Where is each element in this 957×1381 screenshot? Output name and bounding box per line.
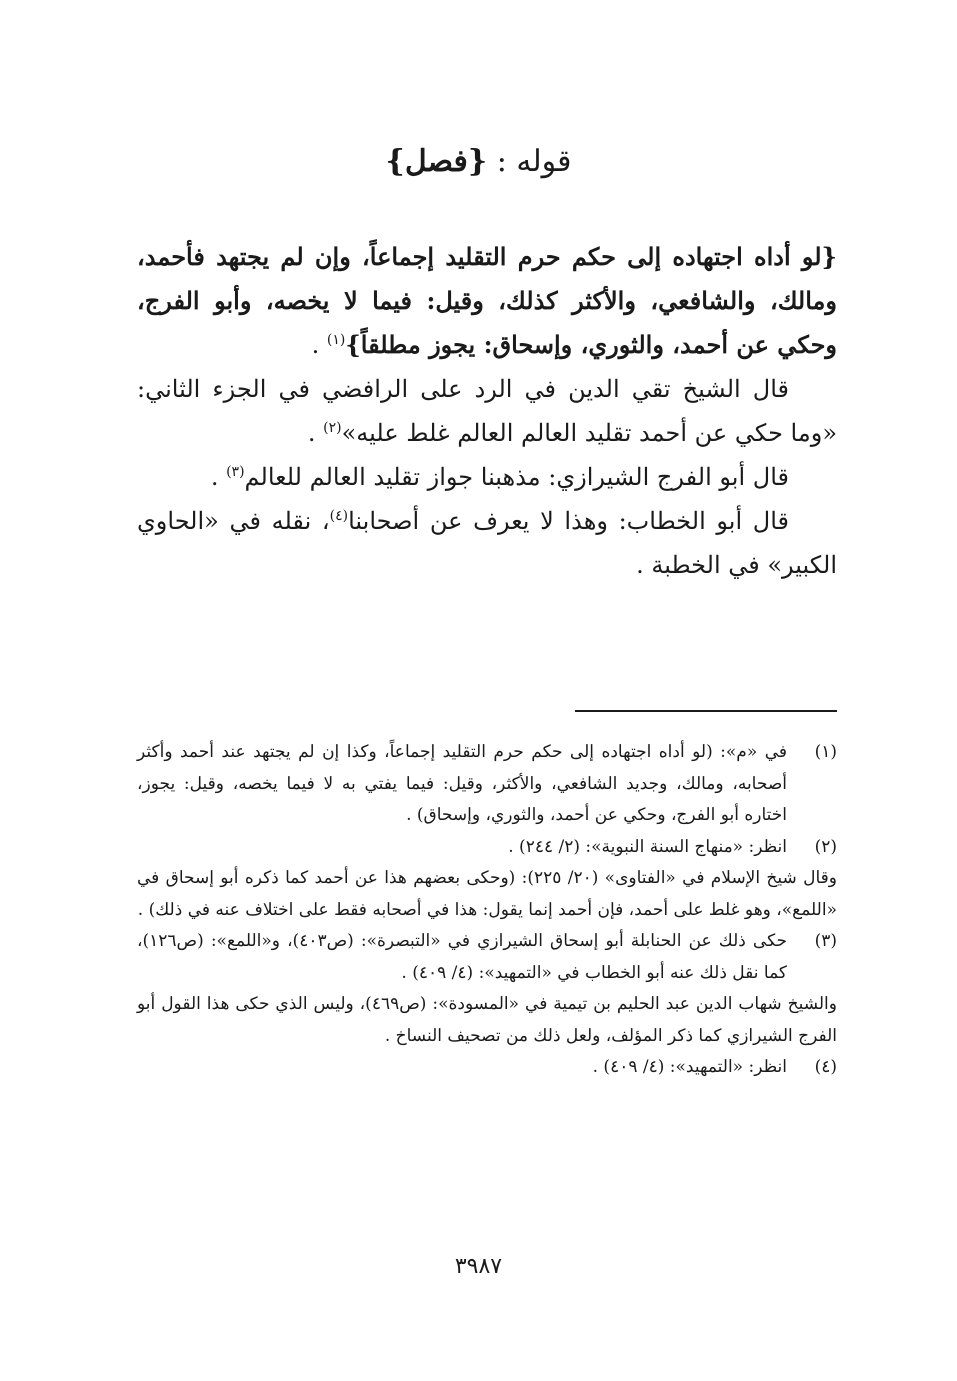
paragraph-3 [137, 455, 837, 499]
footnote-2-continuation: وقال شيخ الإسلام في «الفتاوى» (٢٠/ ٢٢٥): (وحكى بعضهم هذا عن أحمد كما ذكره أبو إسحاق في «اللمع»، وهو غلط على أحمد، فإن أحمد إنما يقول: هذا في أصحابه فقط على اختلاف عنه في ذلك) . [137, 868, 837, 920]
paragraph-1 [137, 235, 837, 367]
paragraph-1-end: . [311, 331, 327, 359]
paragraph-3-text: قال أبو الفرج الشيرازي: مذهبنا جواز تقليد العالم للعالم [244, 463, 789, 491]
footnote-number: (٤) [814, 1057, 837, 1077]
footnote-number: (٢) [814, 836, 837, 857]
footnote-3-continuation: والشيخ شهاب الدين عبد الحليم بن تيمية في «المسودة»: (ص٤٦٩)، وليس الذي حكى هذا القول أبو الفرج الشيرازي كما ذكر المؤلف، ولعل ذلك من تصحيف النساخ . [137, 994, 837, 1046]
footnote-ref-2: (٢) [323, 420, 342, 436]
paragraph-4 [137, 499, 837, 587]
footnote-3 [137, 926, 837, 989]
footnote-number: (١) [814, 742, 837, 762]
paragraph-3-end: . [210, 463, 227, 491]
footnote-separator [575, 710, 837, 712]
footnote-ref-1: (١) [326, 332, 346, 348]
footnote-text: انظر: «منهاج السنة النبوية»: (٢/ ٢٤٤) . [508, 836, 787, 857]
page-number: ٣٩٨٧ [454, 1254, 503, 1279]
footnote-ref-3: (٣) [226, 464, 245, 480]
main-text [137, 235, 837, 587]
paragraph-4-text-a: قال أبو الخطاب: وهذا لا يعرف عن أصحابنا [348, 507, 789, 535]
paragraph-1-text: {لو أداه اجتهاده إلى حكم حرم التقليد إجماعاً، وإن لم يجتهد فأحمد، ومالك، والشافعي، والأكثر كذلك، وقيل: فيما لا يخصه، وأبو الفرج، وحكي عن أحمد، والثوري، وإسحاق: يجوز مطلقاً} [137, 242, 837, 359]
footnote-2 [137, 832, 837, 864]
heading-title: {فصل} [385, 144, 488, 179]
paragraph-4-text-b: ، نقله في «الحاوي الكبير» في الخطبة . [137, 507, 837, 579]
footnote-4 [137, 1052, 837, 1084]
footnote-1 [137, 737, 837, 832]
paragraph-2-text: قال الشيخ تقي الدين في الرد على الرافضي في الجزء الثاني: «وما حكي عن أحمد تقليد العالم العالم غلط عليه» [137, 375, 837, 447]
footnote-text: في «م»: (لو أداه اجتهاده إلى حكم حرم التقليد إجماعاً، وكذا إن لم يجتهد عند أحمد وأكثر أصحابه، ومالك، وجديد الشافعي، والأكثر، وقيل: فيما يفتي به لا فيما يخصه، وقيل: يجوز، اختاره أبو الفرج، وحكي عن أحمد، والثوري، وإسحاق) . [137, 742, 787, 825]
footnotes [137, 737, 837, 1084]
heading-prefix: قوله : [496, 144, 572, 179]
footnote-number: (٣) [814, 931, 837, 951]
footnote-text: انظر: «التمهيد»: (٤/ ٤٠٩) . [592, 1057, 787, 1077]
footnote-ref-4: (٤) [329, 508, 349, 524]
paragraph-2 [137, 367, 837, 455]
footnote-text: حكى ذلك عن الحنابلة أبو إسحاق الشيرازي في «التبصرة»: (ص٤٠٣)، و«اللمع»: (ص١٢٦)، كما نقل ذلك عنه أبو الخطاب في «التمهيد»: (٤/ ٤٠٩) . [137, 931, 787, 983]
section-heading [0, 140, 957, 184]
paragraph-2-end: . [307, 419, 324, 447]
